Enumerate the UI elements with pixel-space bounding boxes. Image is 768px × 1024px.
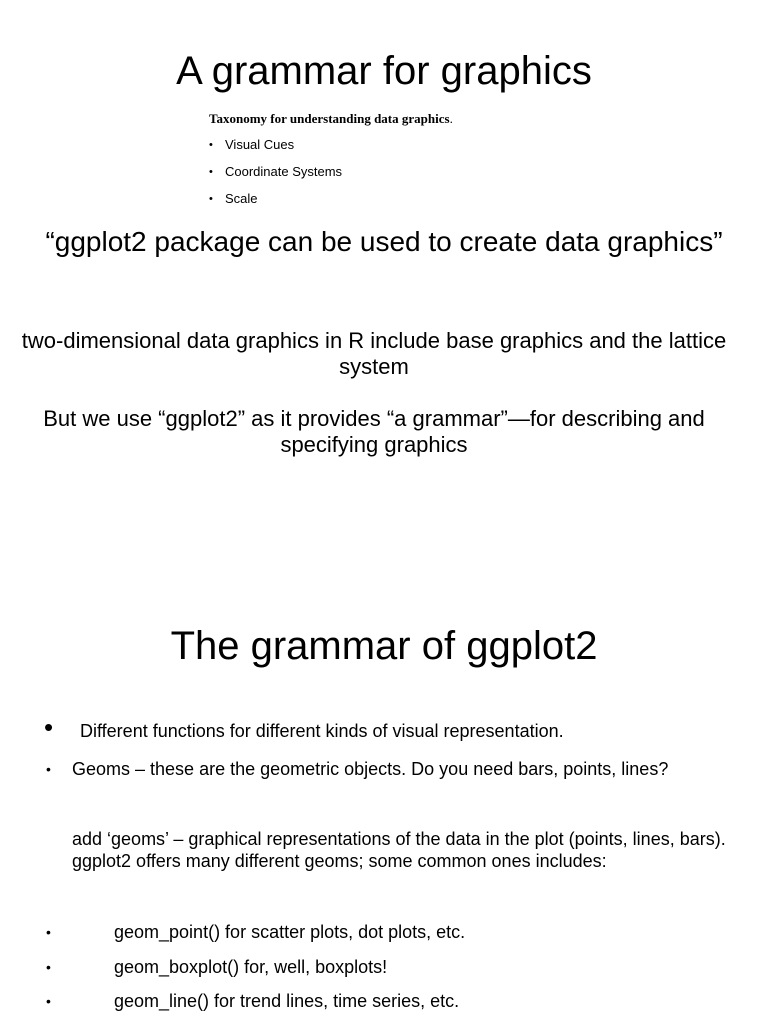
ggplot2-quote: “ggplot2 package can be used to create data graphics” (45, 226, 723, 257)
list-item (209, 163, 342, 190)
functions-bullet-text: Different functions for different kinds of visual representation. (80, 721, 564, 741)
taxonomy-bold-text: Taxonomy for understanding data graphics (209, 111, 450, 126)
geom-point-item: geom_point() for scatter plots, dot plots, etc. (114, 922, 466, 942)
list-item (209, 136, 342, 163)
list-item-label: Coordinate Systems (225, 164, 343, 179)
slide2-title: The grammar of ggplot2 (170, 624, 598, 668)
taxonomy-tail-text: . (449, 111, 453, 126)
taxonomy-list (209, 136, 342, 217)
add-geoms-paragraph: add ‘geoms’ – graphical representations of the data in the plot (points, lines, bars). ggplot2 offers many different geoms; some common ones includes: (72, 829, 726, 871)
bullet-icon: • (46, 959, 51, 975)
bullet-icon: • (209, 166, 213, 178)
list-item-label: Scale (225, 191, 258, 206)
geom-line-item: geom_line() for trend lines, time series, etc. (114, 991, 460, 1011)
slide1-title: A grammar for graphics (176, 49, 592, 93)
bullet-icon: • (44, 712, 54, 742)
geoms-bullet-text: Geoms – these are the geometric objects. Do you need bars, points, lines? (72, 759, 669, 779)
bullet-icon: • (46, 993, 51, 1009)
bullet-icon: • (46, 924, 51, 940)
bullet-icon: • (209, 139, 213, 151)
bullet-icon: • (46, 761, 51, 777)
geom-boxplot-item: geom_boxplot() for, well, boxplots! (114, 957, 388, 977)
grammar-paragraph: But we use “ggplot2” as it provides “a grammar”—for describing and specifying graphics (43, 406, 705, 457)
taxonomy-heading (209, 110, 453, 128)
list-item (209, 190, 342, 217)
list-item-label: Visual Cues (225, 137, 295, 152)
bullet-icon: • (209, 193, 213, 205)
base-graphics-paragraph: two-dimensional data graphics in R include base graphics and the lattice system (21, 328, 727, 379)
